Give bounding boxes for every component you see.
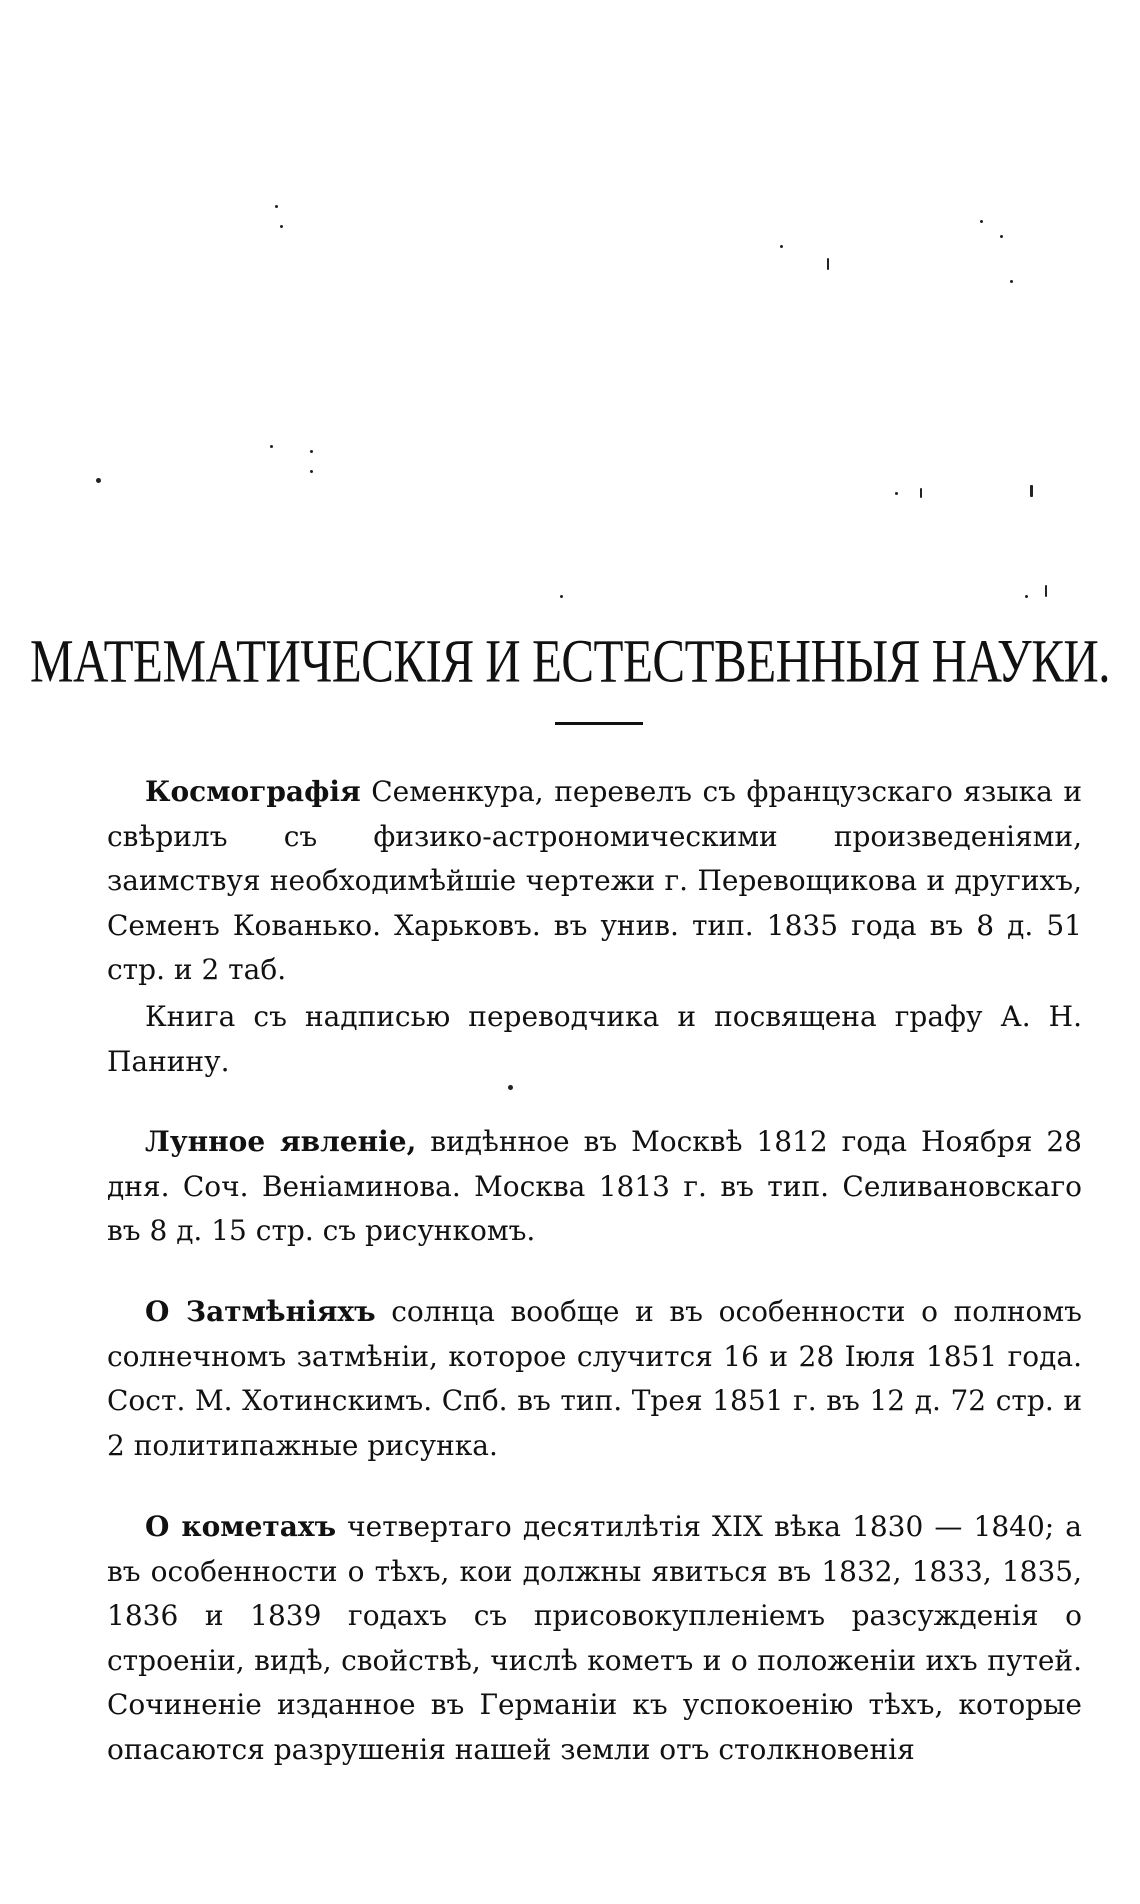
ink-speck	[780, 245, 783, 248]
ink-speck	[1000, 235, 1003, 238]
ink-speck	[560, 595, 563, 598]
ink-speck	[980, 220, 983, 223]
ink-speck	[310, 470, 313, 473]
ink-speck	[275, 205, 278, 208]
ink-speck	[895, 492, 898, 495]
bibliography-entry	[107, 1290, 1082, 1468]
ink-speck	[310, 450, 313, 453]
ink-speck	[270, 445, 273, 448]
bibliography-entry	[107, 1505, 1082, 1772]
ink-speck	[1025, 595, 1028, 598]
entry-text: Книга съ надписью переводчика и посвящена графу А. Н. Панину.	[107, 1000, 1082, 1078]
ink-speck	[280, 225, 283, 228]
entry-title: Лунное явленіе,	[145, 1125, 417, 1158]
heading-rule	[555, 722, 643, 725]
section-heading: МАТЕМАТИЧЕСКІЯ И ЕСТЕСТВЕННЫЯ НАУКИ.	[29, 626, 1111, 695]
entry-text: Семенкура, перевелъ съ французскаго языка и свѣрилъ съ физико-астрономическими произведеніями, заимствуя необходимѣйшіе чертежи г. Перевощикова и другихъ, Семенъ Кованько. Харьковъ. въ унив. тип. 1835 года въ 8 д. 51 стр. и 2 таб.	[107, 775, 1082, 986]
entry-title: О кометахъ	[145, 1510, 337, 1543]
ink-speck	[1045, 585, 1047, 597]
ink-speck	[1030, 485, 1033, 497]
entry-text: солнца вообще и въ особенности о полномъ солнечномъ затмѣніи, которое случится 16 и 28 Іюля 1851 года. Сост. М. Хотинскимъ. Спб. въ тип. Трея 1851 г. въ 12 д. 72 стр. и 2 политипажные рисунка.	[107, 1295, 1082, 1462]
bibliography-entry	[107, 770, 1082, 993]
entry-text: видѣнное въ Москвѣ 1812 года Ноября 28 дня. Соч. Веніаминова. Москва 1813 г. въ тип. Селивановскаго въ 8 д. 15 стр. съ рисункомъ.	[107, 1125, 1082, 1247]
ink-speck	[96, 478, 101, 483]
ink-speck	[827, 258, 829, 270]
entry-title: О Затмѣніяхъ	[145, 1295, 376, 1328]
entry-text: четвертаго десятилѣтія XIX вѣка 1830 — 1840; а въ особенности о тѣхъ, кои должны явиться въ 1832, 1833, 1835, 1836 и 1839 годахъ съ присовокупленіемъ разсужденія о строеніи, видѣ, свойствѣ, числѣ кометъ и о положеніи ихъ путей. Сочиненіе изданное въ Германіи къ успокоенію тѣхъ, которые опасаются разрушенія нашей земли отъ столкновенія	[107, 1510, 1083, 1766]
bibliography-entry	[107, 1120, 1082, 1254]
ink-speck	[508, 1085, 513, 1090]
ink-speck	[1010, 280, 1013, 283]
entry-title: Космографія	[145, 775, 361, 808]
bibliography-note	[107, 995, 1082, 1084]
ink-speck	[920, 488, 922, 498]
